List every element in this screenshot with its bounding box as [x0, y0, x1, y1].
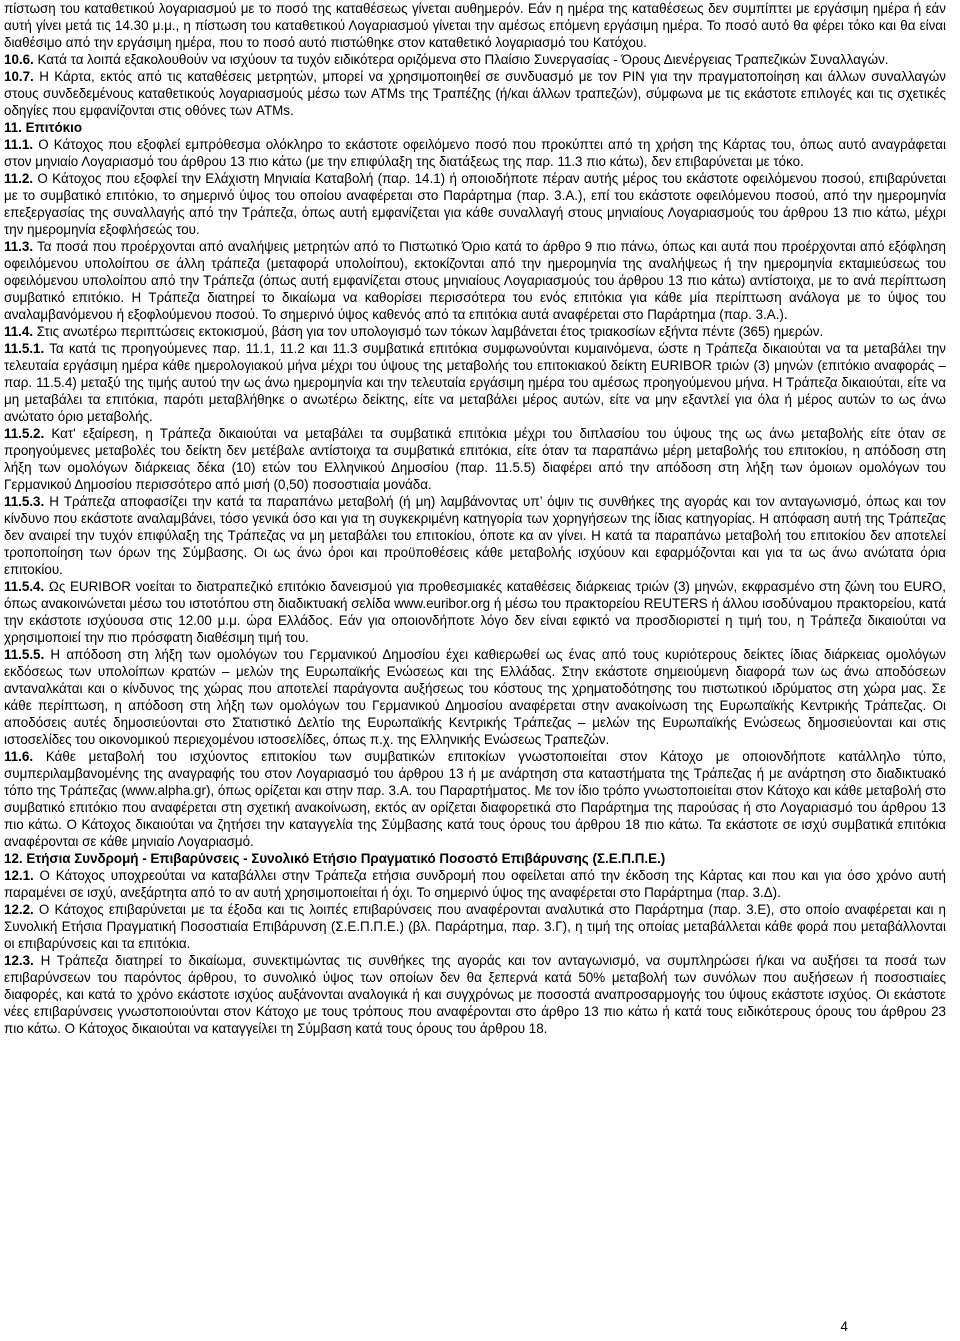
paragraph-number: 10.6. — [4, 52, 34, 67]
paragraph-number: 12.3. — [4, 953, 34, 968]
paragraph-text: Η απόδοση στη λήξη των ομολόγων του Γερμανικού Δημοσίου έχει καθιερωθεί ως ένας από τους κυριότερους δείκτες ίδιας διάρκειας ομολόγων εκδόσεως των υπολοίπων κρατών – μελών της Ευρωπαϊκής Ενώσεως και της Ελλάδας. Στην εκάστοτε σημειούμενη διαφορά των ως άνω αποδόσεων ανταναλκάται και ο κίνδυνος της χώρας που αποτελεί παράγοντα αυξήσεως του κόστους της χρηματοδότησης του πιστωτικού ιδρύματος στη χώρα μας. Σε κάθε περίπτωση, η απόδοση στη λήξη των ομολόγων του Γερμανικού Δημοσίου αναφέρεται στην ανακοίνωση της Ευρωπαϊκής Κεντρικής Τράπεζας. Οι αποδόσεις αυτές δημοσιεύονται στο Στατιστικό Δελτίο της Ευρωπαϊκής Κεντρικής Τράπεζας – μελών της Ευρωπαϊκής Ενώσεως δημοσιεύονται και στις ιστοσελίδες του οικονομικού περιεχομένου ιστοσελίδες, όπως π.χ. της Ελληνικής Ενώσεως Τραπεζών. — [4, 647, 946, 747]
paragraph-text: Κάθε μεταβολή του ισχύοντος επιτοκίου των συμβατικών επιτοκίων γνωστοποιείται στον Κάτοχο με οποιονδήποτε κατάλληλο τύπο, συμπεριλαμβανομένης της αναγραφής του στον Λογαριασμό του άρθρου 13 ή με ανάρτηση στα καταστήματα της Τράπεζας ή με ανάρτηση στο διαδικτυακό τόπο της Τράπεζας (www.alpha.gr), όπως ορίζεται και στην παρ. 3.Α. του Παραρτήματος. Με τον ίδιο τρόπο γνωστοποιείται στον Κάτοχο και κάθε μεταβολή στο συμβατικό επιτόκιο που αναφέρεται στη σχετική ανακοίνωση, εκτός αν ορίζεται διαφορετικά στο Παράρτημα της παρούσας ή στο Λογαριασμό του άρθρου 13 πιο κάτω. Ο Κάτοχος δικαιούται να ζητήσει την καταγγελία της Σύμβασης κατά τους όρους του άρθρου 18 πιο κάτω. Τα εκάστοτε σε ισχύ συμβατικά επιτόκια αναφέρονται σε κάθε μηνιαίο Λογαριασμό. — [4, 749, 946, 849]
paragraph-number: 11.5.2. — [4, 426, 45, 441]
paragraph-11-5-3 — [4, 493, 946, 578]
paragraph-11-5-5 — [4, 646, 946, 748]
paragraph-number: 11.4. — [4, 324, 34, 339]
paragraph-text: Ο Κάτοχος επιβαρύνεται με τα έξοδα και τις λοιπές επιβαρύνσεις που αναφέρονται αναλυτικά στο Παράρτημα (παρ. 3.Ε), στο οποίο αναφέρεται και η Συνολική Ετήσια Πραγματική Ποσοστιαία Επιβάρυνση (Σ.Ε.Π.Π.Ε.) (βλ. Παράρτημα, παρ. 3.Γ), η τιμή της οποίας μεταβάλλεται κάθε φορά που μεταβάλλονται οι επιβαρύνσεις και τα επιτόκια. — [4, 902, 946, 951]
paragraph-text: Ο Κάτοχος που εξοφλεί εμπρόθεσμα ολόκληρο το εκάστοτε οφειλόμενο ποσό που προκύπτει από τη χρήση της Κάρτας του, όπως αυτό αναγράφεται στον μηνιαίο Λογαριασμό του άρθρου 13 πιο κάτω (με την επιφύλαξη της διατάξεως της παρ. 11.3 πιο κάτω), δεν επιβαρύνεται με τόκο. — [4, 137, 946, 169]
paragraph-11-6 — [4, 748, 946, 850]
paragraph-number: 11.3. — [4, 239, 34, 254]
paragraph-text: Στις ανωτέρω περιπτώσεις εκτοκισμού, βάση για τον υπολογισμό των τόκων λαμβάνεται έτος τριακοσίων εξήντα πέντε (365) ημερών. — [33, 324, 824, 339]
paragraph-11-4 — [4, 323, 946, 340]
paragraph-text: Η Τράπεζα αποφασίζει την κατά τα παραπάνω μεταβολή (ή μη) λαμβάνοντας υπ’ όψιν τις συνθήκες της αγοράς και τον ανταγωνισμό, όπως και τον κίνδυνο που εκάστοτε αναλαμβάνει, τόσο γενικά όσο και για τη συγκεκριμένη κατηγορία των χορηγήσεων της ίδιας κατηγορίας. Η απόφαση αυτή της Τράπεζας δεν αναιρεί την τυχόν επιφύλαξη της Τράπεζας να μη μεταβάλει του επιτοκίου, όποτε κα αν γίνει. Η κατά τα παραπάνω μεταβολή του επιτοκίου δεν αποτελεί τροποποίηση των όρων της Σύμβασης. Οι ως άνω όροι και προϋποθέσεις κάθε μεταβολής ισχύουν και εφαρμόζονται και για τα ως άνω ανώτατα όρια επιτοκίου. — [4, 494, 946, 577]
paragraph-text: Κατά τα λοιπά εξακολουθούν να ισχύουν τα τυχόν ειδικότερα οριζόμενα στο Πλαίσιο Συνεργασίας - Όρους Διενέργειας Τραπεζικών Συναλλαγών. — [33, 52, 889, 67]
paragraph-11-5-1 — [4, 340, 946, 425]
paragraph-number: 10.7. — [4, 69, 34, 84]
paragraph-text: Ο Κάτοχος που εξοφλεί την Ελάχιστη Μηνιαία Καταβολή (παρ. 14.1) ή οποιοδήποτε πέραν αυτής μέρος του εκάστοτε οφειλόμενου ποσού, επιβαρύνεται με το συμβατικό επιτόκιο, το σημερινό ύψος του οποίου αναφέρεται στο Παράρτημα (παρ. 3.Α.), επί του εκάστοτε οφειλόμενου ποσού, από την ημερομηνία επεξεργασίας της συναλλαγής από την Τράπεζα, όπως αυτή εμφανίζεται για κάθε συναλλαγή στους μηνιαίους Λογαριασμούς του άρθρου 13 πιο κάτω, μέχρι την ημερομηνία εξοφλήσεώς του. — [4, 171, 946, 237]
section-11-heading: 11. Επιτόκιο — [4, 120, 83, 135]
paragraph-12-2 — [4, 901, 946, 952]
paragraph-number: 12.1. — [4, 868, 34, 883]
paragraph-11-5-4 — [4, 578, 946, 646]
paragraph-text: Τα ποσά που προέρχονται από αναλήψεις μετρητών από το Πιστωτικό Όριο κατά το άρθρο 9 πιο πάνω, όπως και αυτά που προέρχονται από εξόφληση οφειλόμενου υπολοίπου σε άλλη τράπεζα (μεταφορά υπολοίπου), εκτοκίζονται από την ημερομηνία της αναλήψεως ή την ημερομηνία εκταμιεύσεως του οφειλόμενου υπολοίπου από την Τράπεζα (όπως αυτή εμφανίζεται στους μηνιαίους Λογαριασμούς του άρθρου 13 πιο κάτω) αντίστοιχα, με το ανά περίπτωση συμβατικό επιτόκιο. Η Τράπεζα διατηρεί το δικαίωμα να καθορίσει περισσότερα του ενός επιτόκια για κάθε μία περίπτωση ανάλογα με το ύψος του αναλαμβανόμενου ή εξοφλούμενου ποσού. Το σημερινό ύψος καθενός από τα επιτόκια αυτά αναφέρεται στο Παράρτημα (παρ. 3.Α.). — [4, 239, 946, 322]
paragraph-12-3 — [4, 952, 946, 1037]
paragraph-11-2 — [4, 170, 946, 238]
paragraph-intro — [4, 0, 946, 51]
paragraph-number: 11.5.3. — [4, 494, 45, 509]
paragraph-10-7 — [4, 68, 946, 119]
paragraph-number: 11.5.1. — [4, 341, 45, 356]
paragraph-number: 11.2. — [4, 171, 34, 186]
paragraph-number: 11.1. — [4, 137, 34, 152]
paragraph-11-5-2 — [4, 425, 946, 493]
page-number: 4 — [840, 1319, 848, 1334]
paragraph-number: 11.5.4. — [4, 579, 45, 594]
paragraph-text: Κατ' εξαίρεση, η Τράπεζα δικαιούται να μεταβάλει τα συμβατικά επιτόκια μέχρι του διπλασίου του ύψους της ως άνω μεταβολής είτε όταν σε προηγούμενες μεταβολές του δείκτη δεν μετέβαλε αντίστοιχα τα συμβατικά επιτόκια, είτε όταν τα παραπάνω μέρη μεταβολής του επιτοκίου, η απόδοση στη λήξη των ομολόγων διάρκειας δέκα (10) ετών του Ελληνικού Δημοσίου (παρ. 11.5.5) διαφέρει από την απόδοση στη λήξη των όμοιων ομολόγων του Γερμανικού Δημοσίου περισσότερο από μισή (0,50) ποσοστιαία μονάδα. — [4, 426, 946, 492]
paragraph-10-6 — [4, 51, 946, 68]
paragraph-number: 11.6. — [4, 749, 34, 764]
paragraph-text: Ο Κάτοχος υποχρεούται να καταβάλλει στην Τράπεζα ετήσια συνδρομή που οφείλεται από την έκδοση της Κάρτας και που και για όσο χρόνο αυτή παραμένει σε ισχύ, ανεξάρτητα από το αν αυτή χρησιμοποιείται ή όχι. Το σημερινό ύψος της αναφέρεται στο Παράρτημα (παρ. 3.Δ). — [4, 868, 946, 900]
paragraph-text: πίστωση του καταθετικού λογαριασμού με το ποσό της καταθέσεως γίνεται αυθημερόν. Εάν η ημέρα της καταθέσεως δεν συμπίπτει με εργάσιμη ημέρα ή εάν αυτή γίνει μετά τις 14.30 μ.μ., η πίστωση του καταθετικού Λογαριασμού γίνεται την αμέσως επόμενη εργάσιμη ημέρα. Το ποσό αυτό θα φέρει τόκο και θα είναι διαθέσιμο από την εργάσιμη ημέρα, που το ποσό αυτό πιστώθηκε στον καταθετικό λογαριασμό του Κατόχου. — [4, 1, 946, 50]
paragraph-11-1 — [4, 136, 946, 170]
section-12-heading: 12. Ετήσια Συνδρομή - Επιβαρύνσεις - Συνολικό Ετήσιο Πραγματικό Ποσοστό Επιβάρυνσης (Σ.Ε.Π.Π.Ε.) — [4, 851, 666, 866]
paragraph-number: 12.2. — [4, 902, 34, 917]
paragraph-text: Τα κατά τις προηγούμενες παρ. 11.1, 11.2 και 11.3 συμβατικά επιτόκια συμφωνούνται κυμαινόμενα, ώστε η Τράπεζα δικαιούται να τα μεταβάλει την τελευταία εργάσιμη ημέρα κάθε ημερολογιακού μήνα μέχρι του ύψους της μεταβολής του επιτοκιακού δείκτη EURIBOR τριών (3) μηνών (επιτόκιο αναφοράς – παρ. 11.5.4) μεταξύ της τιμής αυτού την ως άνω ημερομηνία και την τελευταία εργάσιμη ημέρα του αμέσως προηγούμενου μήνα. Η Τράπεζα δικαιούται, είτε να μη μεταβάλει τα επιτόκια, παρότι μεταβλήθηκε ο ανωτέρω δείκτης, είτε να μεταβάλει μέρος αυτών, είτε να μην εξαντλεί για όλα ή μέρος αυτών το ως άνω ανώτατο όριο μεταβολής. — [4, 341, 946, 424]
paragraph-11-3 — [4, 238, 946, 323]
paragraph-text: Η Κάρτα, εκτός από τις καταθέσεις μετρητών, μπορεί να χρησιμοποιηθεί σε συνδυασμό με τον PIN για την πραγματοποίηση και άλλων συναλλαγών στους συνδεδεμένους καταθετικούς λογαριασμούς μέσω των ATMs της Τραπέζης (ή/και άλλων τραπεζών), σύμφωνα με τις εκάστοτε επιλογές και τις σχετικές οδηγίες που εμφανίζονται στις οθόνες των ATMs. — [4, 69, 946, 118]
paragraph-text: Η Τράπεζα διατηρεί το δικαίωμα, συνεκτιμώντας τις συνθήκες της αγοράς και τον ανταγωνισμό, να συμπληρώσει ή/και να αυξήσει τα ποσά των επιβαρύνσεων του παρόντος άρθρου, το συνολικό ύψος των οποίων δεν θα ξεπερνά κατά 50% μεταβολή των συνόλων που αυξήσεων ή ποσοστιαίες διαφορές, και κατά το χρόνο εκάστοτε ισχύος αυξάνονται αναλογικά ή και συγχρόνως με ποσοστά αναπροσαρμογής του ύψους εκάστοτε ισχύος. Οι εκάστοτε νέες επιβαρύνσεις γνωστοποιούνται στον Κάτοχο με τους τρόπους που αναφέρονται στο άρθρο 13 πιο κάτω ή κατά τους ειδικότερους όρους του άρθρου 23 πιο κάτω. Ο Κάτοχος δικαιούται να καταγγείλει τη Σύμβαση κατά τους όρους του άρθρου 18. — [4, 953, 946, 1036]
paragraph-12-1 — [4, 867, 946, 901]
paragraph-number: 11.5.5. — [4, 647, 45, 662]
paragraph-text: Ως EURIBOR νοείται το διατραπεζικό επιτόκιο δανεισμού για προθεσμιακές καταθέσεις διάρκειας τριών (3) μηνών, εκφρασμένο στη ζώνη του EURO, όπως ανακοινώνεται μέσω του ιστοτόπου στη διαδικτυακή σελίδα www.euribor.org ή μέσω του πρακτορείου REUTERS ή άλλου ισοδύναμου πρακτορείου, κατά την εκάστοτε ισχύουσα στις 12.00 μ.μ. ώρα Ελλάδος. Εάν για οποιονδήποτε λόγο δεν είναι εφικτό να προσδιοριστεί η τιμή του, η Τράπεζα δικαιούται να χρησιμοποιεί την πιο πρόσφατη διαθέσιμη τιμή του. — [4, 579, 946, 645]
